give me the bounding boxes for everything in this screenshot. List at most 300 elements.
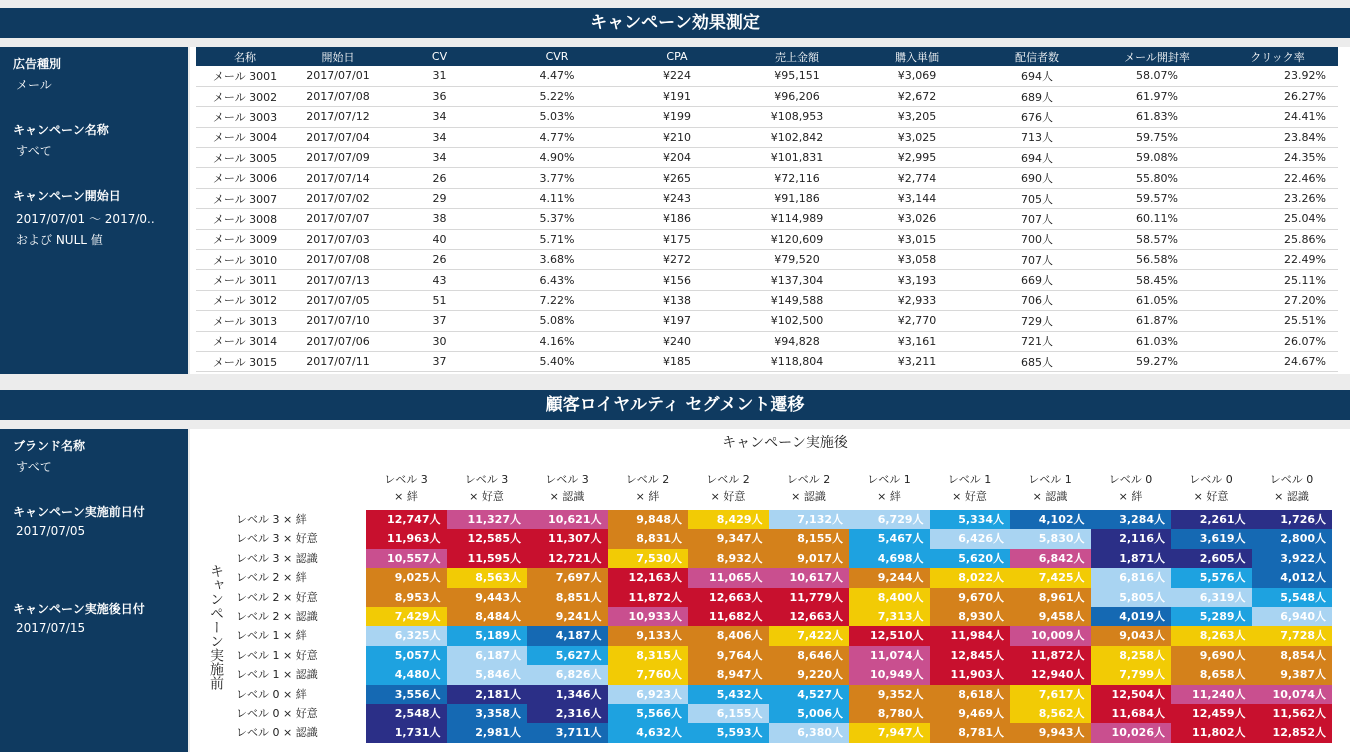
matrix-cell[interactable]: 8,563人	[447, 568, 528, 587]
matrix-cell[interactable]: 7,799人	[1091, 665, 1172, 684]
matrix-cell[interactable]: 7,429人	[366, 607, 447, 626]
table-cell: 707人	[977, 250, 1097, 270]
matrix-cell[interactable]: 9,244人	[849, 568, 930, 587]
matrix-cell[interactable]: 11,684人	[1091, 704, 1172, 723]
table-cell: 4.11%	[497, 188, 617, 208]
matrix-cell[interactable]: 4,527人	[769, 685, 850, 704]
table-cell: ¥2,672	[857, 86, 977, 106]
table-cell: 707人	[977, 209, 1097, 229]
matrix-cell[interactable]: 8,022人	[930, 568, 1011, 587]
table-row[interactable]	[196, 107, 1338, 127]
matrix-cell[interactable]: 2,261人	[1171, 510, 1252, 529]
filter-panel-campaign	[0, 47, 188, 374]
table-row[interactable]	[196, 270, 1338, 290]
matrix-cell[interactable]: 9,347人	[688, 529, 769, 548]
table-cell: 38	[382, 209, 497, 229]
table-cell: ¥272	[617, 250, 737, 270]
table-cell: 56.58%	[1097, 250, 1217, 270]
matrix-cell[interactable]: 3,619人	[1171, 529, 1252, 548]
matrix-cell[interactable]: 2,181人	[447, 685, 528, 704]
table-cell: ¥94,828	[737, 331, 857, 351]
table-cell: 729人	[977, 311, 1097, 331]
filter-label-campaign-name: キャンペーン名称	[13, 123, 109, 137]
table-cell: ¥3,161	[857, 331, 977, 351]
table-cell: 25.04%	[1217, 209, 1338, 229]
matrix-cell[interactable]: 6,319人	[1171, 588, 1252, 607]
matrix-cell[interactable]: 9,241人	[527, 607, 608, 626]
matrix-row-header: レベル 0 × 好意	[236, 707, 318, 720]
filter-value-post-date[interactable]: 2017/07/15	[16, 621, 86, 635]
table-cell: 4.90%	[497, 148, 617, 168]
matrix-cell[interactable]: 5,432人	[688, 685, 769, 704]
matrix-cell[interactable]: 9,017人	[769, 549, 850, 568]
column-header[interactable]: CPA	[617, 47, 737, 66]
table-cell: 61.87%	[1097, 311, 1217, 331]
table-cell: ¥72,116	[737, 168, 857, 188]
table-cell: 37	[382, 311, 497, 331]
top-strip	[0, 0, 1350, 8]
matrix-cell[interactable]: 12,747人	[366, 510, 447, 529]
matrix-cell[interactable]: 6,187人	[447, 646, 528, 665]
matrix-cell[interactable]: 8,155人	[769, 529, 850, 548]
matrix-cell[interactable]: 8,400人	[849, 588, 930, 607]
matrix-cell[interactable]: 6,426人	[930, 529, 1011, 548]
column-header[interactable]: クリック率	[1217, 47, 1338, 66]
table-cell: 705人	[977, 188, 1097, 208]
matrix-cell[interactable]: 5,289人	[1171, 607, 1252, 626]
matrix-column-header: レベル 3 × 好意	[464, 473, 509, 503]
filter-label-campaign-start: キャンペーン開始日	[13, 189, 121, 203]
matrix-cell[interactable]: 7,617人	[1010, 685, 1091, 704]
matrix-cell[interactable]: 8,932人	[688, 549, 769, 568]
matrix-cell[interactable]: 10,026人	[1091, 723, 1172, 742]
table-cell: 5.71%	[497, 229, 617, 249]
table-cell: メール 3005	[196, 148, 294, 168]
column-header[interactable]: 配信者数	[977, 47, 1097, 66]
table-cell: 55.80%	[1097, 168, 1217, 188]
matrix-cell[interactable]: 9,043人	[1091, 626, 1172, 645]
matrix-cell[interactable]: 12,845人	[930, 646, 1011, 665]
matrix-cell[interactable]: 2,316人	[527, 704, 608, 723]
table-cell: メール 3006	[196, 168, 294, 188]
table-row[interactable]	[196, 311, 1338, 331]
matrix-cell[interactable]: 8,562人	[1010, 704, 1091, 723]
matrix-cell[interactable]: 6,380人	[769, 723, 850, 742]
table-cell: ¥108,953	[737, 107, 857, 127]
matrix-column-header: レベル 0 × 好意	[1189, 473, 1233, 503]
matrix-cell[interactable]: 7,697人	[527, 568, 608, 587]
table-cell: 61.05%	[1097, 290, 1217, 310]
matrix-cell[interactable]: 5,593人	[688, 723, 769, 742]
table-cell: 61.83%	[1097, 107, 1217, 127]
matrix-cell[interactable]: 2,548人	[366, 704, 447, 723]
matrix-cell[interactable]: 4,012人	[1252, 568, 1333, 587]
matrix-column-header: レベル 2 × 好意	[706, 473, 750, 503]
matrix-cell[interactable]: 5,576人	[1171, 568, 1252, 587]
matrix-cell[interactable]: 10,933人	[608, 607, 689, 626]
table-cell: 34	[382, 148, 497, 168]
filter-label-brand: ブランド名称	[13, 439, 86, 453]
table-cell: メール 3004	[196, 127, 294, 147]
matrix-cell[interactable]: 9,670人	[930, 588, 1011, 607]
matrix-cell[interactable]: 5,467人	[849, 529, 930, 548]
table-cell: メール 3002	[196, 86, 294, 106]
matrix-cell[interactable]: 9,848人	[608, 510, 689, 529]
matrix-column-header: レベル 3 × 絆	[384, 473, 428, 503]
table-cell: 59.75%	[1097, 127, 1217, 147]
column-header[interactable]: 名称	[196, 47, 294, 66]
table-cell: 4.16%	[497, 331, 617, 351]
table-cell: メール 3009	[196, 229, 294, 249]
matrix-cell[interactable]: 8,618人	[930, 685, 1011, 704]
matrix-cell[interactable]: 6,940人	[1252, 607, 1333, 626]
matrix-cell[interactable]: 11,595人	[447, 549, 528, 568]
matrix-cell[interactable]: 3,284人	[1091, 510, 1172, 529]
matrix-row-header: レベル 1 × 好意	[236, 648, 318, 662]
table-cell: ¥149,588	[737, 290, 857, 310]
table-row[interactable]	[196, 351, 1338, 371]
table-cell: ¥114,989	[737, 209, 857, 229]
table-cell: 694人	[977, 148, 1097, 168]
table-cell: 30	[382, 331, 497, 351]
table-cell: ¥138	[617, 290, 737, 310]
table-cell: 2017/07/09	[294, 148, 382, 168]
matrix-cell[interactable]: 11,065人	[688, 568, 769, 587]
matrix-row-header: レベル 0 × 絆	[236, 687, 307, 701]
filter-value-campaign-start[interactable]: 2017/07/01 ～ 2017/0..	[16, 212, 155, 226]
table-cell: ¥102,500	[737, 311, 857, 331]
table-cell: ¥120,609	[737, 229, 857, 249]
matrix-cell[interactable]: 8,315人	[608, 646, 689, 665]
table-row[interactable]	[196, 250, 1338, 270]
matrix-cell[interactable]: 2,800人	[1252, 529, 1333, 548]
matrix-cell[interactable]: 8,406人	[688, 626, 769, 645]
matrix-cell[interactable]: 4,698人	[849, 549, 930, 568]
table-cell: メール 3012	[196, 290, 294, 310]
table-cell: ¥2,774	[857, 168, 977, 188]
column-header[interactable]: CV	[382, 47, 497, 66]
matrix-column-header: レベル 0 × 認識	[1269, 473, 1314, 503]
matrix-cell[interactable]: 7,530人	[608, 549, 689, 568]
table-cell: 2017/07/08	[294, 86, 382, 106]
matrix-cell[interactable]: 6,842人	[1010, 549, 1091, 568]
table-cell: 24.41%	[1217, 107, 1338, 127]
table-cell: 43	[382, 270, 497, 290]
table-cell: ¥118,804	[737, 351, 857, 371]
matrix-cell[interactable]: 11,963人	[366, 529, 447, 548]
matrix-cell[interactable]: 5,057人	[366, 646, 447, 665]
matrix-cell[interactable]: 10,617人	[769, 568, 850, 587]
matrix-cell[interactable]: 9,690人	[1171, 646, 1252, 665]
matrix-cell[interactable]: 11,074人	[849, 646, 930, 665]
table-cell: 706人	[977, 290, 1097, 310]
table-cell: 59.57%	[1097, 188, 1217, 208]
matrix-cell[interactable]: 9,133人	[608, 626, 689, 645]
matrix-cell[interactable]: 11,872人	[1010, 646, 1091, 665]
matrix-cell[interactable]: 7,947人	[849, 723, 930, 742]
matrix-cell[interactable]: 7,760人	[608, 665, 689, 684]
matrix-cell[interactable]: 10,074人	[1252, 685, 1333, 704]
table-cell: 24.35%	[1217, 148, 1338, 168]
table-cell: 721人	[977, 331, 1097, 351]
matrix-row-header: レベル 3 × 絆	[236, 513, 307, 526]
matrix-cell[interactable]: 3,711人	[527, 723, 608, 742]
table-cell: ¥199	[617, 107, 737, 127]
table-cell: ¥137,304	[737, 270, 857, 290]
table-cell: 700人	[977, 229, 1097, 249]
matrix-cell[interactable]: 10,557人	[366, 549, 447, 568]
table-cell: 59.08%	[1097, 148, 1217, 168]
table-cell: 2017/07/12	[294, 107, 382, 127]
matrix-cell[interactable]: 7,132人	[769, 510, 850, 529]
matrix-cell[interactable]: 8,429人	[688, 510, 769, 529]
table-cell: 25.51%	[1217, 311, 1338, 331]
table-cell: ¥3,015	[857, 229, 977, 249]
column-header[interactable]: CVR	[497, 47, 617, 66]
column-header[interactable]: 開始日	[294, 47, 382, 66]
matrix-cell[interactable]: 9,764人	[688, 646, 769, 665]
matrix-cell[interactable]: 3,358人	[447, 704, 528, 723]
filter-value-pre-date[interactable]: 2017/07/05	[16, 524, 86, 538]
column-header[interactable]: 売上金額	[737, 47, 857, 66]
matrix-cell[interactable]: 9,469人	[930, 704, 1011, 723]
matrix-cell[interactable]: 1,346人	[527, 685, 608, 704]
matrix-cell[interactable]: 11,682人	[688, 607, 769, 626]
table-cell: ¥79,520	[737, 250, 857, 270]
matrix-cell[interactable]: 6,729人	[849, 510, 930, 529]
table-cell: 2017/07/06	[294, 331, 382, 351]
matrix-cell[interactable]: 8,854人	[1252, 646, 1333, 665]
table-cell: 61.03%	[1097, 331, 1217, 351]
matrix-cell[interactable]: 9,025人	[366, 568, 447, 587]
matrix-cell[interactable]: 4,187人	[527, 626, 608, 645]
table-cell: 2017/07/08	[294, 250, 382, 270]
campaign-table	[196, 47, 1338, 372]
matrix-cell[interactable]: 5,805人	[1091, 588, 1172, 607]
matrix-row-header: レベル 3 × 認識	[236, 551, 318, 565]
table-cell: 4.77%	[497, 127, 617, 147]
matrix-cell[interactable]: 12,459人	[1171, 704, 1252, 723]
table-cell: 2017/07/13	[294, 270, 382, 290]
table-cell: 31	[382, 66, 497, 86]
table-row[interactable]	[196, 188, 1338, 208]
matrix-cell[interactable]: 6,923人	[608, 685, 689, 704]
matrix-cell[interactable]: 12,504人	[1091, 685, 1172, 704]
matrix-cell[interactable]: 6,325人	[366, 626, 447, 645]
table-cell: 5.40%	[497, 351, 617, 371]
table-cell: ¥240	[617, 331, 737, 351]
matrix-cell[interactable]: 9,220人	[769, 665, 850, 684]
table-row[interactable]	[196, 127, 1338, 147]
matrix-cell[interactable]: 12,163人	[608, 568, 689, 587]
matrix-row-header: レベル 2 × 絆	[236, 571, 307, 585]
table-cell: 22.49%	[1217, 250, 1338, 270]
matrix-cell[interactable]: 11,779人	[769, 588, 850, 607]
matrix-cell[interactable]: 8,658人	[1171, 665, 1252, 684]
table-row[interactable]	[196, 331, 1338, 351]
matrix-cell[interactable]: 5,846人	[447, 665, 528, 684]
matrix-cell[interactable]: 8,831人	[608, 529, 689, 548]
matrix-cell[interactable]: 1,731人	[366, 723, 447, 742]
matrix-cell[interactable]: 5,627人	[527, 646, 608, 665]
table-cell: 690人	[977, 168, 1097, 188]
table-cell: メール 3001	[196, 66, 294, 86]
matrix-cell[interactable]: 9,352人	[849, 685, 930, 704]
filter-value-campaign-null[interactable]: および NULL 値	[16, 233, 103, 247]
column-header[interactable]: メール開封率	[1097, 47, 1217, 66]
table-cell: メール 3003	[196, 107, 294, 127]
table-cell: 685人	[977, 351, 1097, 371]
matrix-cell[interactable]: 8,780人	[849, 704, 930, 723]
table-cell: 2017/07/02	[294, 188, 382, 208]
matrix-cell[interactable]: 7,422人	[769, 626, 850, 645]
table-cell: 25.11%	[1217, 270, 1338, 290]
table-cell: ¥265	[617, 168, 737, 188]
table-row[interactable]	[196, 148, 1338, 168]
matrix-cell[interactable]: 12,852人	[1252, 723, 1333, 742]
table-cell: ¥197	[617, 311, 737, 331]
matrix-cell[interactable]: 12,663人	[769, 607, 850, 626]
table-cell: ¥186	[617, 209, 737, 229]
matrix-cell[interactable]: 11,562人	[1252, 704, 1333, 723]
matrix-cell[interactable]: 10,949人	[849, 665, 930, 684]
matrix-cell[interactable]: 8,961人	[1010, 588, 1091, 607]
table-cell: 34	[382, 107, 497, 127]
table-cell: ¥210	[617, 127, 737, 147]
matrix-cell[interactable]: 8,851人	[527, 588, 608, 607]
matrix-cell[interactable]: 11,307人	[527, 529, 608, 548]
matrix-cell[interactable]: 12,663人	[688, 588, 769, 607]
matrix-cell[interactable]: 8,258人	[1091, 646, 1172, 665]
matrix-cell[interactable]: 3,922人	[1252, 549, 1333, 568]
table-cell: メール 3008	[196, 209, 294, 229]
table-cell: 4.47%	[497, 66, 617, 86]
matrix-cell[interactable]: 8,484人	[447, 607, 528, 626]
table-cell: メール 3010	[196, 250, 294, 270]
matrix-cell[interactable]: 3,556人	[366, 685, 447, 704]
matrix-cell[interactable]: 8,263人	[1171, 626, 1252, 645]
filter-value-ad-type[interactable]: メール	[16, 78, 52, 92]
table-cell: 24.67%	[1217, 351, 1338, 371]
matrix-cell[interactable]: 8,646人	[769, 646, 850, 665]
table-cell: メール 3011	[196, 270, 294, 290]
matrix-cell[interactable]: 11,872人	[608, 588, 689, 607]
matrix-cell[interactable]: 11,802人	[1171, 723, 1252, 742]
matrix-cell[interactable]: 12,585人	[447, 529, 528, 548]
matrix-cell[interactable]: 5,566人	[608, 704, 689, 723]
table-cell: ¥204	[617, 148, 737, 168]
matrix-cell[interactable]: 9,943人	[1010, 723, 1091, 742]
table-row[interactable]	[196, 229, 1338, 249]
matrix-cell[interactable]: 12,721人	[527, 549, 608, 568]
table-row[interactable]	[196, 290, 1338, 310]
matrix-cell[interactable]: 5,548人	[1252, 588, 1333, 607]
matrix-cell[interactable]: 6,826人	[527, 665, 608, 684]
table-cell: 40	[382, 229, 497, 249]
matrix-cell[interactable]: 10,009人	[1010, 626, 1091, 645]
table-cell: ¥175	[617, 229, 737, 249]
matrix-cell[interactable]: 2,981人	[447, 723, 528, 742]
matrix-cell[interactable]: 5,830人	[1010, 529, 1091, 548]
matrix-cell[interactable]: 12,510人	[849, 626, 930, 645]
campaign-table-header	[196, 47, 1338, 66]
matrix-cell[interactable]: 9,458人	[1010, 607, 1091, 626]
matrix-cell[interactable]: 4,632人	[608, 723, 689, 742]
matrix-cell[interactable]: 10,621人	[527, 510, 608, 529]
matrix-cell[interactable]: 6,155人	[688, 704, 769, 723]
matrix-cell[interactable]: 8,930人	[930, 607, 1011, 626]
table-row[interactable]	[196, 66, 1338, 86]
table-cell: 7.22%	[497, 290, 617, 310]
table-cell: ¥102,842	[737, 127, 857, 147]
matrix-cell[interactable]: 11,903人	[930, 665, 1011, 684]
matrix-cell[interactable]: 5,006人	[769, 704, 850, 723]
table-cell: ¥3,211	[857, 351, 977, 371]
matrix-cell[interactable]: 8,953人	[366, 588, 447, 607]
table-row[interactable]	[196, 209, 1338, 229]
table-cell: ¥3,144	[857, 188, 977, 208]
table-cell: 669人	[977, 270, 1097, 290]
table-cell: 58.57%	[1097, 229, 1217, 249]
table-row[interactable]	[196, 86, 1338, 106]
table-cell: ¥191	[617, 86, 737, 106]
matrix-cell[interactable]: 12,940人	[1010, 665, 1091, 684]
table-cell: ¥95,151	[737, 66, 857, 86]
matrix-column-header: レベル 1 × 好意	[947, 473, 992, 503]
matrix-cell[interactable]: 2,605人	[1171, 549, 1252, 568]
matrix-cell[interactable]: 9,387人	[1252, 665, 1333, 684]
matrix-cell[interactable]: 4,019人	[1091, 607, 1172, 626]
matrix-cell[interactable]: 7,313人	[849, 607, 930, 626]
table-row[interactable]	[196, 168, 1338, 188]
matrix-cell[interactable]: 11,240人	[1171, 685, 1252, 704]
matrix-cell[interactable]: 2,116人	[1091, 529, 1172, 548]
table-cell: ¥3,026	[857, 209, 977, 229]
segment-matrix-title: キャンペーン実施後	[722, 435, 848, 451]
matrix-cell[interactable]: 5,189人	[447, 626, 528, 645]
matrix-cell[interactable]: 11,984人	[930, 626, 1011, 645]
campaign-table-area	[190, 47, 1350, 374]
column-header[interactable]: 購入単価	[857, 47, 977, 66]
matrix-cell[interactable]: 1,871人	[1091, 549, 1172, 568]
table-cell: 713人	[977, 127, 1097, 147]
matrix-cell[interactable]: 8,781人	[930, 723, 1011, 742]
table-cell: ¥243	[617, 188, 737, 208]
matrix-cell[interactable]: 9,443人	[447, 588, 528, 607]
matrix-cell[interactable]: 8,947人	[688, 665, 769, 684]
table-cell: 59.27%	[1097, 351, 1217, 371]
filter-value-campaign-name[interactable]: すべて	[16, 144, 52, 158]
matrix-cell[interactable]: 11,327人	[447, 510, 528, 529]
matrix-cell[interactable]: 5,620人	[930, 549, 1011, 568]
matrix-row-header: レベル 0 × 認識	[236, 726, 318, 740]
matrix-row-header: レベル 3 × 好意	[236, 532, 318, 546]
matrix-cell[interactable]: 7,728人	[1252, 626, 1333, 645]
table-cell: 29	[382, 188, 497, 208]
matrix-cell[interactable]: 4,102人	[1010, 510, 1091, 529]
table-cell: メール 3013	[196, 311, 294, 331]
table-cell: ¥3,058	[857, 250, 977, 270]
table-cell: 2017/07/11	[294, 351, 382, 371]
matrix-cell[interactable]: 4,480人	[366, 665, 447, 684]
matrix-cell[interactable]: 6,816人	[1091, 568, 1172, 587]
matrix-cell[interactable]: 1,726人	[1252, 510, 1333, 529]
table-cell: 58.45%	[1097, 270, 1217, 290]
matrix-cell[interactable]: 5,334人	[930, 510, 1011, 529]
filter-value-brand[interactable]: すべて	[16, 460, 52, 474]
table-cell: 34	[382, 127, 497, 147]
matrix-cell[interactable]: 7,425人	[1010, 568, 1091, 587]
